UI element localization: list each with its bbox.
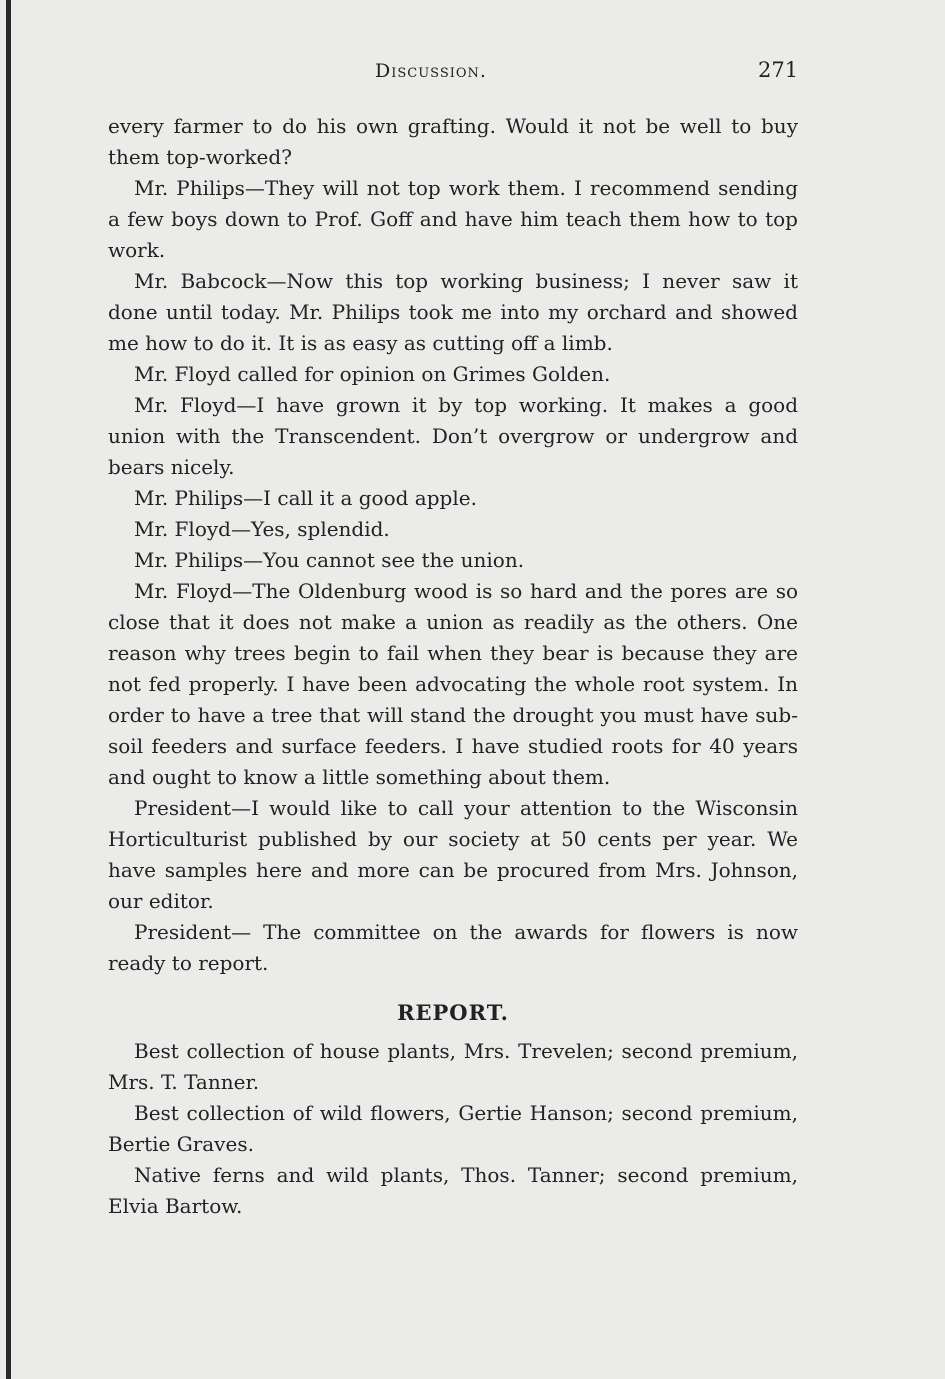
running-title: Discussion.	[375, 60, 487, 82]
paragraph: Mr. Floyd—The Oldenburg wood is so hard and the pores are so close that it does not make a union as readily as the others. One reason why trees begin to fail when they bear is because they are not fed properly. I have been advocating the whole root system. In order to have a tree that will stand the drought you must have sub-soil feeders and surface feeders. I have studied roots for 40 years and ought to know a little something about them.	[108, 579, 798, 789]
paragraph: Mr. Floyd—Yes, splendid.	[134, 517, 390, 541]
paragraph: Mr. Philips—They will not top work them. I recommend sending a few boys down to Prof. Goff and have him teach them how to top work.	[108, 176, 798, 262]
report-item: Best collection of house plants, Mrs. Trevelen; second premium, Mrs. T. Tanner.	[108, 1039, 798, 1094]
page-header	[0, 58, 945, 88]
paragraph: Mr. Floyd called for opinion on Grimes Golden.	[134, 362, 611, 386]
paragraph: President—I would like to call your attention to the Wisconsin Horticulturist published by our society at 50 cents per year. We have samples here and more can be procured from Mrs. Johnson, our editor.	[108, 796, 798, 913]
paragraph: Mr. Babcock—Now this top working business; I never saw it done until today. Mr. Philips took me into my orchard and showed me how to do it. It is as easy as cutting off a limb.	[108, 269, 798, 355]
report-heading: REPORT.	[397, 1000, 509, 1025]
body-text	[108, 111, 798, 1222]
page-number: 271	[758, 58, 799, 82]
report-item: Best collection of wild flowers, Gertie Hanson; second premium, Bertie Graves.	[108, 1101, 798, 1156]
paragraph: Mr. Philips—I call it a good apple.	[134, 486, 477, 510]
paragraph: Mr. Philips—You cannot see the union.	[134, 548, 525, 572]
paragraph: Mr. Floyd—I have grown it by top working. It makes a good union with the Transcendent. Don’t overgrow or undergrow and bears nicely.	[108, 393, 798, 479]
report-item: Native ferns and wild plants, Thos. Tanner; second premium, Elvia Bartow.	[108, 1163, 798, 1218]
paragraph: President— The committee on the awards for flowers is now ready to report.	[108, 920, 798, 975]
paragraph: every farmer to do his own grafting. Would it not be well to buy them top-worked?	[108, 114, 798, 169]
binding-edge	[6, 0, 11, 1379]
